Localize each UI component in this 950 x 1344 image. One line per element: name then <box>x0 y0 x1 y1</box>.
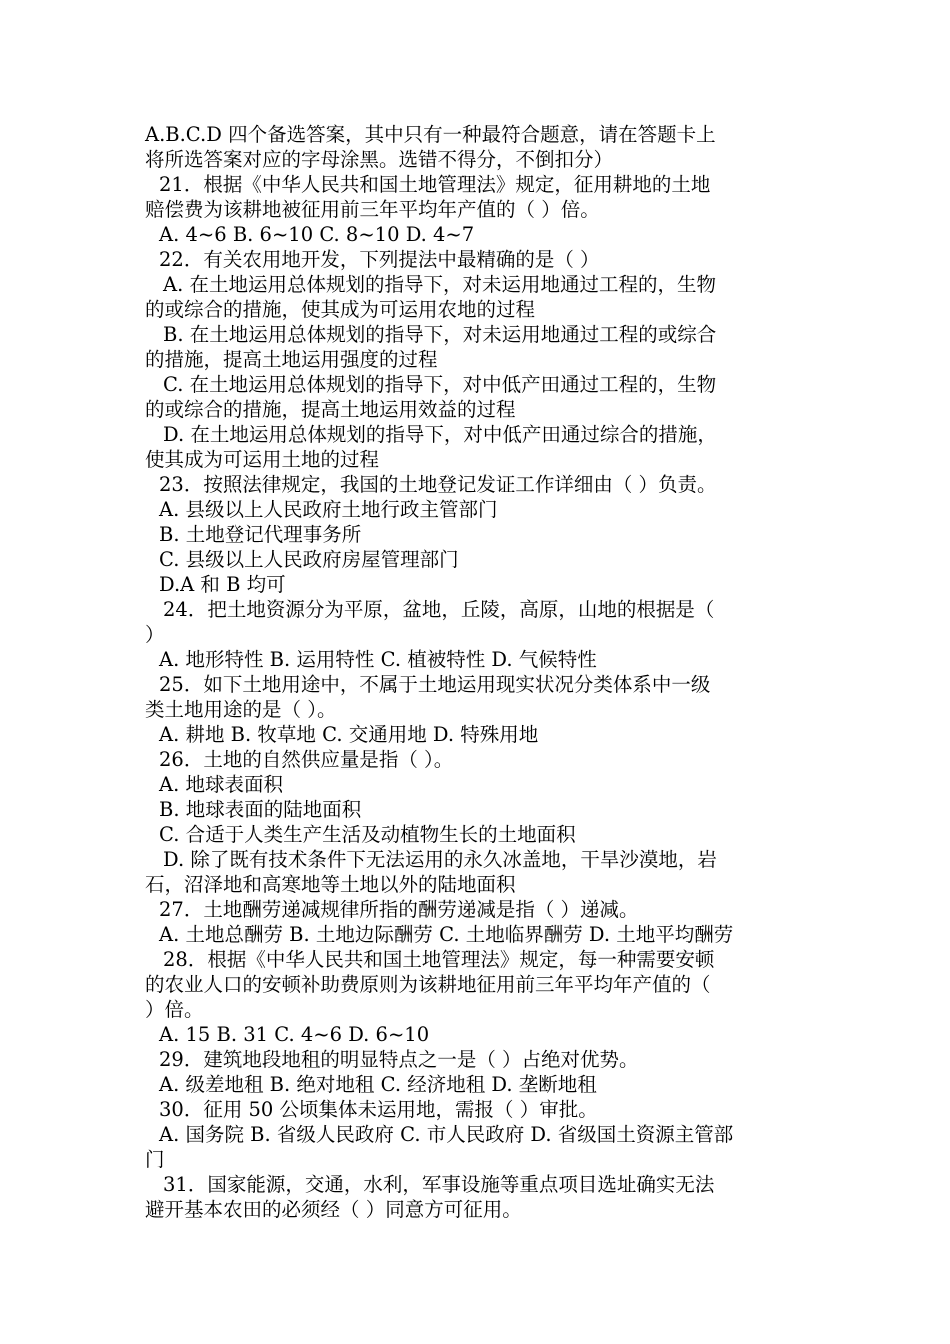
text-line: 24．把土地资源分为平原，盆地，丘陵，高原，山地的根据是（ <box>163 598 715 621</box>
text-line: 门 <box>145 1148 165 1171</box>
text-line: 赔偿费为该耕地被征用前三年平均年产值的（ ）倍。 <box>145 198 600 221</box>
text-line: C. 合适于人类生产生活及动植物生长的土地面积 <box>159 823 576 846</box>
text-line: 28．根据《中华人民共和国土地管理法》规定，每一种需要安顿 <box>163 948 715 971</box>
text-line: B. 地球表面的陆地面积 <box>159 798 362 821</box>
text-line: 27．土地酬劳递减规律所指的酬劳递减是指（ ）递减。 <box>159 898 639 921</box>
text-line: D. 除了既有技术条件下无法运用的永久冰盖地，干旱沙漠地，岩 <box>163 848 717 871</box>
text-line: 将所选答案对应的字母涂黑。选错不得分，不倒扣分） <box>145 148 614 171</box>
text-line: A. 耕地 B. 牧草地 C. 交通用地 D. 特殊用地 <box>159 723 539 746</box>
text-line: 26．土地的自然供应量是指（ ）。 <box>159 748 454 771</box>
text-line: A. 级差地租 B. 绝对地租 C. 经济地租 D. 垄断地租 <box>159 1073 597 1096</box>
text-line: C. 县级以上人民政府房屋管理部门 <box>159 548 459 571</box>
text-line: 的农业人口的安顿补助费原则为该耕地征用前三年平均年产值的（ <box>145 973 711 996</box>
text-line: 23．按照法律规定，我国的土地登记发证工作详细由（ ）负责。 <box>159 473 717 496</box>
text-line: 石，沼泽地和高寒地等土地以外的陆地面积 <box>145 873 516 896</box>
text-line: 的或综合的措施，提高土地运用效益的过程 <box>145 398 516 421</box>
text-line: 的或综合的措施，使其成为可运用农地的过程 <box>145 298 536 321</box>
text-line: 的措施，提高土地运用强度的过程 <box>145 348 438 371</box>
text-line: 25．如下土地用途中，不属于土地运用现实状况分类体系中一级 <box>159 673 711 696</box>
text-line: 21．根据《中华人民共和国土地管理法》规定，征用耕地的土地 <box>159 173 711 196</box>
text-line: ） <box>145 623 165 646</box>
text-line: A.B.C.D 四个备选答案，其中只有一种最符合题意，请在答题卡上 <box>145 123 716 146</box>
text-line: 30．征用 50 公顷集体未运用地，需报（ ）审批。 <box>159 1098 598 1121</box>
text-line: A. 国务院 B. 省级人民政府 C. 市人民政府 D. 省级国土资源主管部 <box>159 1123 734 1146</box>
text-line: A. 15 B. 31 C. 4~6 D. 6~10 <box>159 1023 430 1046</box>
text-line: 使其成为可运用土地的过程 <box>145 448 380 471</box>
text-line: ）倍。 <box>145 998 204 1021</box>
document-page <box>145 122 810 1222</box>
text-line: 29．建筑地段地租的明显特点之一是（ ）占绝对优势。 <box>159 1048 639 1071</box>
text-line: A. 在土地运用总体规划的指导下，对未运用地通过工程的，生物 <box>163 273 716 296</box>
text-line: A. 土地总酬劳 B. 土地边际酬劳 C. 土地临界酬劳 D. 土地平均酬劳 <box>159 923 734 946</box>
text-line: D. 在土地运用总体规划的指导下，对中低产田通过综合的措施， <box>163 423 717 446</box>
text-line: A. 县级以上人民政府土地行政主管部门 <box>159 498 498 521</box>
text-line: 22．有关农用地开发，下列提法中最精确的是（ ） <box>159 248 600 271</box>
text-line: D.A 和 B 均可 <box>159 573 286 596</box>
text-line: A. 4~6 B. 6~10 C. 8~10 D. 4~7 <box>159 223 475 246</box>
text-line: 类土地用途的是（ ）。 <box>145 698 337 721</box>
text-line: C. 在土地运用总体规划的指导下，对中低产田通过工程的，生物 <box>163 373 717 396</box>
text-line: A. 地形特性 B. 运用特性 C. 植被特性 D. 气候特性 <box>159 648 597 671</box>
text-line: B. 土地登记代理事务所 <box>159 523 362 546</box>
text-line: A. 地球表面积 <box>159 773 283 796</box>
text-line: 31．国家能源，交通，水利，军事设施等重点项目选址确实无法 <box>163 1173 715 1196</box>
text-line: B. 在土地运用总体规划的指导下，对未运用地通过工程的或综合 <box>163 323 717 346</box>
text-line: 避开基本农田的必须经（ ）同意方可征用。 <box>145 1198 522 1221</box>
